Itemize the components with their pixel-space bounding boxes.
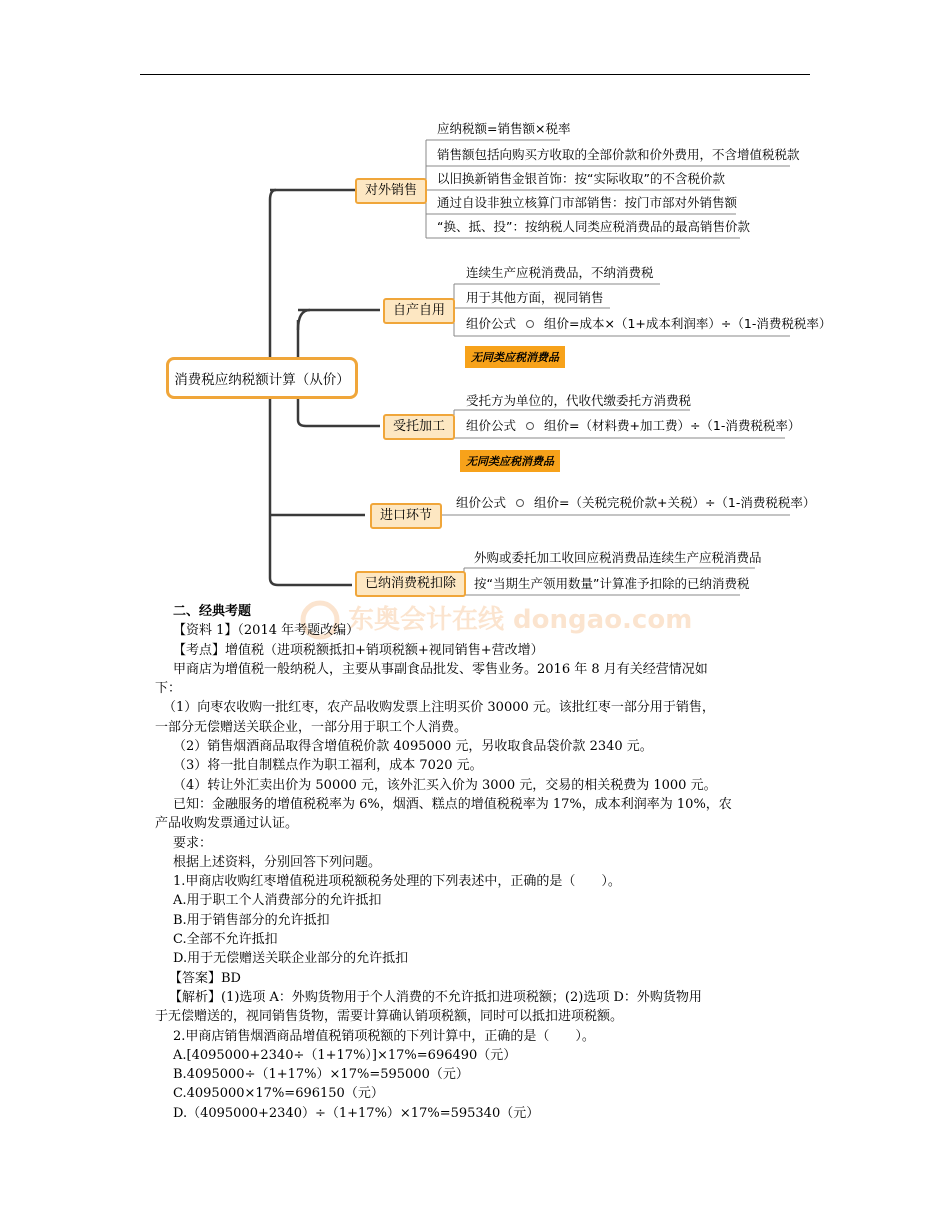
formula-label: 组价公式 [456, 495, 507, 510]
branch-label: 自产自用 [393, 303, 446, 318]
leaf-item: 按“当期生产领用数量”计算准予扣除的已纳消费税 [474, 576, 750, 591]
branch-domestic-sales [355, 178, 427, 204]
node-dot-icon [516, 499, 524, 507]
doc-line: B.用于销售部分的允许抵扣 [173, 912, 330, 928]
branch-paid-tax-deduction [355, 571, 466, 597]
doc-line: （4）转让外汇卖出价为 50000 元，该外汇买入价为 3000 元，交易的相关税费为 1000 元。 [173, 777, 717, 793]
doc-line: 下： [155, 681, 182, 697]
tag-no-similar-goods: 无同类应税消费品 [465, 346, 565, 368]
doc-line: 甲商店为增值税一般纳税人，主要从事副食品批发、零售业务。2016 年 8 月有关经营情况如 [173, 661, 708, 677]
formula-row [456, 495, 815, 511]
doc-line: A.[4095000+2340÷（1+17%）]×17%=696490（元） [173, 1047, 517, 1063]
doc-line: 2.甲商店销售烟酒商品增值税销项税额的下列计算中，正确的是（ ）。 [173, 1028, 595, 1044]
node-dot-icon [526, 422, 534, 430]
branch-label: 进口环节 [380, 508, 433, 523]
leaf-item: 外购或委托加工收回应税消费品连续生产应税消费品 [474, 550, 762, 565]
leaf-item: 销售额包括向购买方收取的全部价款和价外费用，不含增值税税款 [437, 147, 800, 162]
doc-line: 已知：金融服务的增值税税率为 6%，烟酒、糕点的增值税税率为 17%，成本利润率为 10%，农 [173, 796, 732, 812]
leaf-item: 应纳税额=销售额×税率 [437, 121, 571, 136]
doc-line: A.用于职工个人消费部分的允许抵扣 [173, 893, 382, 909]
formula-text: 组价=成本×（1+成本利润率）÷（1-消费税税率） [544, 316, 832, 331]
watermark-text: 东奥会计在线 dongao.com [348, 605, 693, 635]
leaf-item: 连续生产应税消费品，不纳消费税 [466, 265, 654, 280]
leaf-item: 通过自设非独立核算门市部销售：按门市部对外销售额 [437, 195, 738, 210]
doc-line: 【资料 1】（2014 年考题改编） [173, 623, 360, 639]
doc-line: 产品收购发票通过认证。 [155, 816, 299, 832]
doc-line: 要求： [173, 835, 213, 851]
root-label: 消费税应纳税额计算（从价） [174, 372, 350, 388]
leaf-item: “换、抵、投”：按纳税人同类应税消费品的最高销售价款 [437, 219, 750, 234]
doc-line: 【答案】BD [169, 970, 241, 986]
leaf-item: 以旧换新销售金银首饰：按“实际收取”的不含税价款 [437, 171, 725, 186]
formula-text: 组价=（材料费+加工费）÷（1-消费税税率） [544, 418, 801, 433]
leaf-item: 用于其他方面，视同销售 [466, 290, 604, 305]
formula-row [466, 316, 831, 332]
doc-line: D.用于无偿赠送关联企业部分的允许抵扣 [173, 951, 409, 967]
branch-label: 已纳消费税扣除 [365, 576, 457, 591]
doc-line: （1）向枣农收购一批红枣，农产品收购发票上注明买价 30000 元。该批红枣一部分用于销售， [163, 700, 715, 716]
node-dot-icon [526, 320, 534, 328]
branch-label: 对外销售 [365, 183, 418, 198]
doc-line: C.4095000×17%=696150（元） [173, 1086, 384, 1102]
formula-row [466, 418, 800, 434]
formula-label: 组价公式 [466, 418, 517, 433]
formula-label: 组价公式 [466, 316, 517, 331]
doc-line: 根据上述资料，分别回答下列问题。 [173, 854, 382, 870]
doc-line: 二、经典考题 [173, 604, 252, 619]
doc-line: 【考点】增值税（进项税额抵扣+销项税额+视同销售+营改增） [173, 642, 544, 658]
doc-line: 【解析】(1)选项 A：外购货物用于个人消费的不允许抵扣进项税额；(2)选项 D：外购货物用 [169, 989, 702, 1005]
branch-import [370, 503, 442, 529]
branch-entrusted-processing [383, 414, 455, 440]
branch-self-use [383, 298, 455, 324]
doc-line: D.（4095000+2340）÷（1+17%）×17%=595340（元） [173, 1105, 540, 1121]
doc-line: （3）将一批自制糕点作为职工福利，成本 7020 元。 [173, 758, 483, 774]
doc-line: B.4095000÷（1+17%）×17%=595000（元） [173, 1067, 469, 1083]
doc-line: 1.甲商店收购红枣增值税进项税额税务处理的下列表述中，正确的是（ ）。 [173, 874, 621, 890]
branch-label: 受托加工 [393, 419, 446, 434]
formula-text: 组价=（关税完税价款+关税）÷（1-消费税税率） [534, 495, 816, 510]
doc-line: 一部分无偿赠送关联企业，一部分用于职工个人消费。 [155, 719, 468, 735]
doc-line: （2）销售烟酒商品取得含增值税价款 4095000 元，另收取食品袋价款 2340 元。 [173, 739, 653, 755]
leaf-item: 受托方为单位的，代收代缴委托方消费税 [466, 393, 692, 408]
doc-line: C.全部不允许抵扣 [173, 932, 278, 948]
doc-line: 于无偿赠送的，视同销售货物，需要计算确认销项税额，同时可以抵扣进项税额。 [155, 1009, 624, 1025]
tag-no-similar-goods: 无同类应税消费品 [460, 450, 560, 472]
mindmap-root [166, 357, 358, 399]
document-body [155, 602, 815, 1123]
